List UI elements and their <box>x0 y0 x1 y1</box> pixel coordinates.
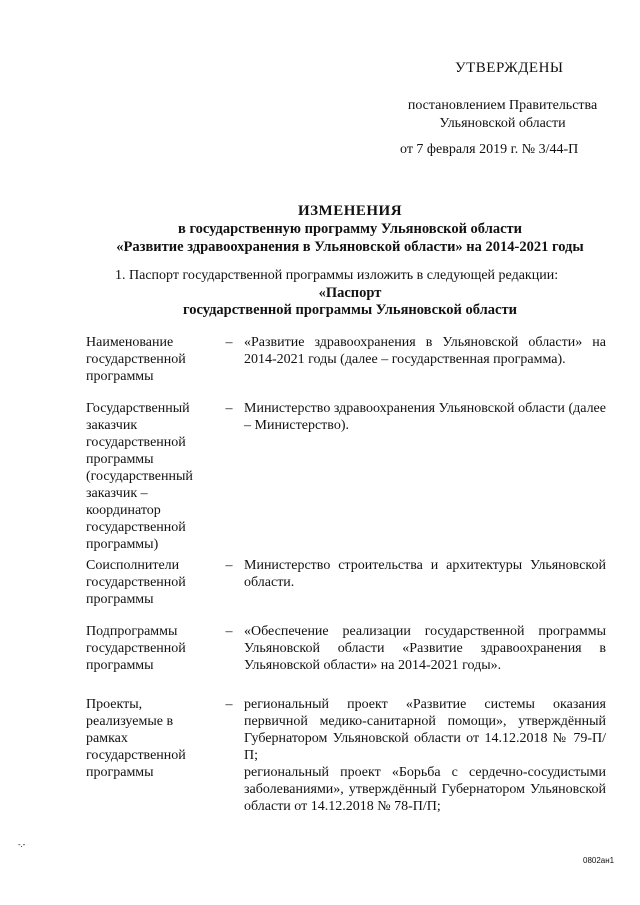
passport-title <box>60 285 640 319</box>
table-row <box>86 696 606 815</box>
passport-title-line: «Паспорт <box>318 285 382 301</box>
footer-code: 0802ан1 <box>583 856 615 865</box>
row-dash: – <box>225 335 233 350</box>
table-row <box>86 557 606 623</box>
row-value-paragraph: «Развитие здравоохранения в Ульяновской области» на 2014-2021 годы (далее – государственная программа). <box>244 335 606 367</box>
table-row <box>86 400 606 557</box>
row-value <box>244 557 606 623</box>
row-name: Подпрограммы государственной программы <box>86 624 186 673</box>
table-row <box>86 623 606 696</box>
row-name: Соисполнители государственной программы <box>86 558 186 607</box>
point-1-text: 1. Паспорт государственной программы изложить в следующей редакции: <box>115 268 559 283</box>
row-value-paragraph: Министерство здравоохранения Ульяновской области (далее – Министерство). <box>244 401 606 433</box>
row-value-paragraph: региональный проект «Борьба с сердечно-сосудистыми заболеваниями», утверждённый Губернатором Ульяновской области от 14.12.2018 № 78-П/П; <box>244 765 606 814</box>
row-value <box>244 334 606 400</box>
row-value-paragraph: Министерство строительства и архитектуры Ульяновской области. <box>244 558 606 590</box>
row-value <box>244 696 606 815</box>
approved-stamp: УТВЕРЖДЕНЫ <box>455 60 564 76</box>
row-name: Проекты, реализуемые в рамках государственной программы <box>86 697 186 780</box>
passport-table <box>86 334 606 815</box>
row-dash: – <box>225 401 233 416</box>
passport-title-line: государственной программы Ульяновской области <box>183 302 517 318</box>
table-row <box>86 334 606 400</box>
row-dash: – <box>225 697 233 712</box>
row-value <box>244 400 606 557</box>
row-name: Наименование государственной программы <box>86 335 186 384</box>
resolution-line: постановлением Правительства <box>407 98 598 113</box>
row-dash: – <box>225 624 233 639</box>
title-line: ИЗМЕНЕНИЯ <box>297 203 403 219</box>
row-name: Государственный заказчик государственной программы (государственный заказчик – координатор государственной программы) <box>86 401 193 552</box>
row-dash: – <box>225 558 233 573</box>
row-value <box>244 623 606 696</box>
title-line: в государственную программу Ульяновской области <box>177 221 522 237</box>
resolution-line: Ульяновской области <box>439 116 566 131</box>
resolution-reference <box>395 97 610 133</box>
document-title <box>60 202 640 256</box>
row-value-paragraph: региональный проект «Развитие системы оказания первичной медико-санитарной помощи», утверждённый Губернатором Ульяновской области от 14.12.2018 № 79-П/П; <box>244 697 606 763</box>
resolution-date: от 7 февраля 2019 г. № 3/44-П <box>400 142 579 157</box>
title-line: «Развитие здравоохранения в Ульяновской области» на 2014-2021 годы <box>116 239 584 255</box>
margin-mark: -.- <box>18 840 26 849</box>
row-value-paragraph: «Обеспечение реализации государственной программы Ульяновской области «Развитие здравоохранения в Ульяновской области» на 2014-2021 годы». <box>244 624 606 673</box>
